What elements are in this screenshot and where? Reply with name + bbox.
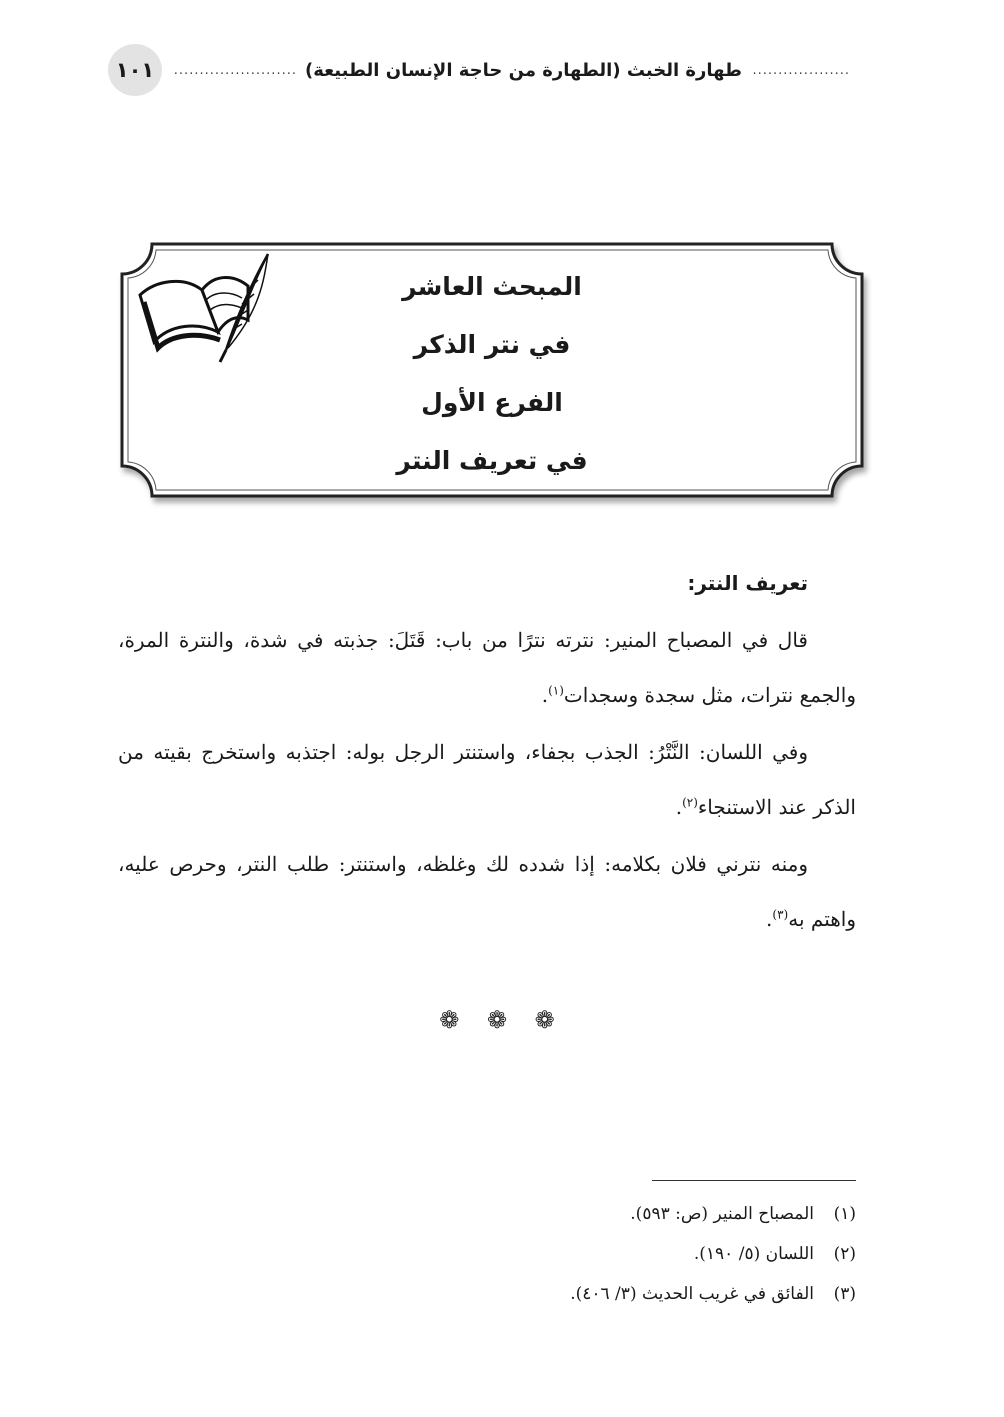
definition-heading: تعريف النتر: <box>687 571 808 595</box>
footnote-separator <box>652 1180 856 1181</box>
section-divider-ornament: ❁ ❁ ❁ <box>439 1006 565 1034</box>
footnote-ref-3[interactable]: (٣) <box>772 907 789 922</box>
footnote-number: (٢) <box>833 1244 856 1264</box>
paragraph-2 <box>118 725 856 835</box>
header-leader-dots-left: ........................ <box>173 62 297 78</box>
paragraph-3-end: . <box>766 907 773 931</box>
footnote-text: اللسان (٥/ ١٩٠). <box>693 1244 814 1264</box>
footnote-ref-1[interactable]: (١) <box>548 683 564 698</box>
section-subject: في نتر الذكر <box>413 330 571 359</box>
page-number: ١٠١ <box>108 44 162 96</box>
footnote-item <box>500 1234 856 1274</box>
paragraph-1-text: قال في المصباح المنير: نترته نترًا من باب: قَتَلَ: جذبته في شدة، والنترة المرة، والجمع نترات، مثل سجدة وسجدات <box>118 628 856 707</box>
paragraph-2-end: . <box>675 795 683 819</box>
paragraph-2-text: وفي اللسان: النَّتْرُ: الجذب بجفاء، واستنتر الرجل بوله: اجتذبه واستخرج بقيته من الذكر عند الاستنجاء <box>118 740 856 819</box>
paragraph-3 <box>118 837 856 947</box>
footnote-number: (١) <box>833 1204 856 1224</box>
header-leader-dots-right: ................... <box>752 62 850 78</box>
paragraph-1-end: . <box>541 683 549 707</box>
section-heading: المبحث العاشر <box>402 272 582 301</box>
branch-subject: في تعريف النتر <box>396 446 588 475</box>
paragraph-1 <box>118 613 856 723</box>
running-header <box>110 44 850 96</box>
paragraph-3-text: ومنه نترني فلان بكلامه: إذا شدده لك وغلظه، واستنتر: طلب النتر، وحرص عليه، واهتم به <box>118 852 856 931</box>
footnote-text: المصباح المنير (ص: ٥٩٣). <box>630 1204 814 1224</box>
footnote-item <box>500 1274 856 1314</box>
footnote-text: الفائق في غريب الحديث (٣/ ٤٠٦). <box>570 1284 814 1304</box>
header-title: طهارة الخبث (الطهارة من حاجة الإنسان الطبيعة) <box>304 59 742 81</box>
chapter-title <box>116 258 868 490</box>
footnote-item <box>500 1194 856 1234</box>
footnote-ref-2[interactable]: (٢) <box>682 795 698 810</box>
chapter-title-frame <box>116 238 868 506</box>
footnotes <box>500 1194 856 1314</box>
branch-heading: الفرع الأول <box>421 388 563 417</box>
footnote-number: (٣) <box>833 1284 856 1304</box>
main-text <box>118 556 856 949</box>
